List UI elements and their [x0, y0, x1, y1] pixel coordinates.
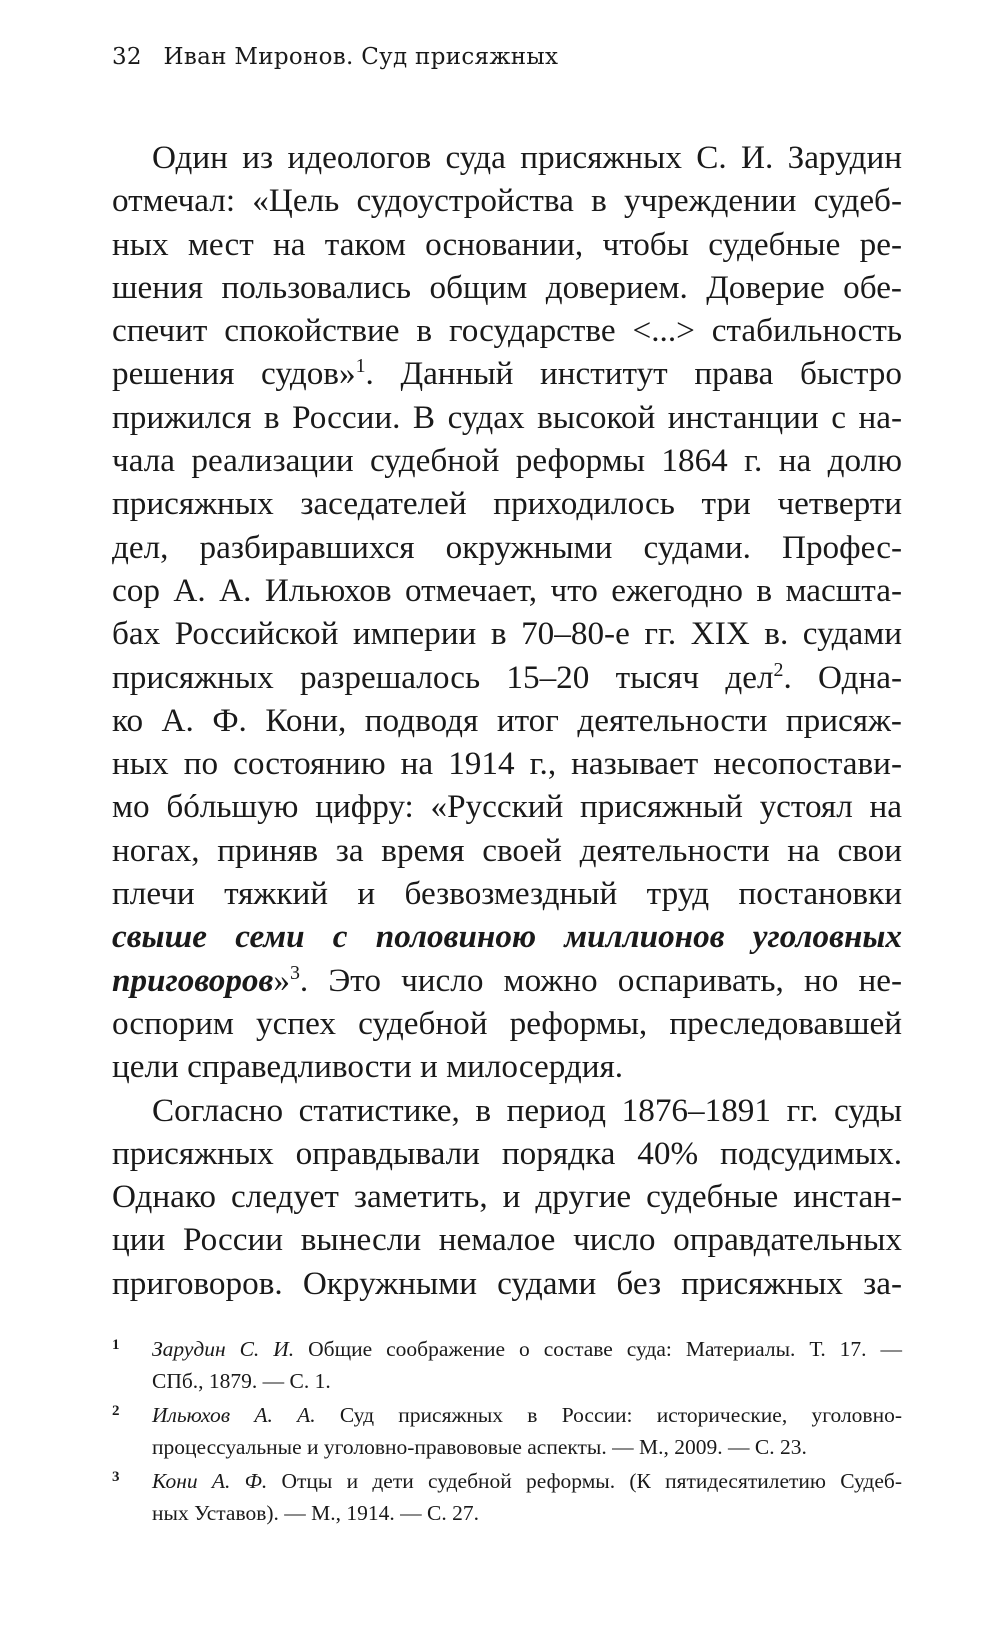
- text-line: мо бóльшую цифру: «Русский присяжный устоял на: [112, 788, 902, 826]
- text-line: присяжных оправдывали порядка 40% подсудимых.: [112, 1134, 902, 1172]
- footnote-ref-2: 2: [773, 658, 784, 681]
- footnote-number: 3: [112, 1469, 120, 1485]
- text-line: цели справедливости и милосердия.: [112, 1048, 624, 1086]
- text-line: ных по состоянию на 1914 г., называет несопостави-: [112, 745, 902, 783]
- footnote-number: 2: [112, 1403, 120, 1419]
- footnote-number: 1: [112, 1337, 120, 1353]
- text-line: ногах, приняв за время своей деятельности на свои: [112, 831, 902, 869]
- footnote-1: 1 Зарудин С. И. Общие соображение о составе суда: Материалы. Т. 17. — СПб., 1879. — С. 1.: [112, 1334, 902, 1397]
- footnote-author: Зарудин С. И.: [152, 1337, 295, 1361]
- text-line: приговоров. Окружными судами без присяжных за-: [112, 1264, 902, 1302]
- text-line: плечи тяжкий и безвозмездный труд постановки: [112, 875, 902, 913]
- text-line: прижился в России. В судах высокой инстанции с на-: [112, 398, 902, 436]
- text-line: ных мест на таком основании, чтобы судебные ре-: [112, 225, 902, 263]
- text-line: спечит спокойствие в государстве <...> стабильность: [112, 312, 902, 350]
- text-line: присяжных разрешалось 15–20 тысяч дел$^2$. Одна-: [112, 658, 902, 696]
- text-line: приговоров»$^3$. Это число можно оспаривать, но не-: [112, 961, 902, 999]
- footnote-ref-1: 1: [355, 355, 366, 378]
- text-line: присяжных заседателей приходилось три четверти: [112, 485, 902, 523]
- running-title: Иван Миронов. Суд присяжных: [163, 44, 559, 70]
- running-header: [112, 44, 558, 70]
- text-line: дел, разбиравшихся окружными судами. Профес-: [112, 528, 902, 566]
- footnote-ref-3: 3: [289, 961, 300, 984]
- text-line: оспорим успех судебной реформы, преследовавшей: [112, 1004, 902, 1042]
- footnote-author: Ильюхов А. А.: [152, 1403, 316, 1427]
- emphasis-line: свыше семи с половиною миллионов уголовных: [112, 918, 902, 956]
- text-line: сор А. А. Ильюхов отмечает, что ежегодно в масшта-: [112, 571, 902, 609]
- text-line: бах Российской империи в 70–80-е гг. XIX в. судами: [112, 615, 902, 653]
- text-line: ко А. Ф. Кони, подводя итог деятельности присяж-: [112, 701, 902, 739]
- text-line: Один из идеологов суда присяжных С. И. Зарудин: [152, 139, 902, 176]
- footnote-author: Кони А. Ф.: [152, 1469, 268, 1493]
- text-line: Однако следует заметить, и другие судебные инстан-: [112, 1178, 902, 1216]
- text-line: ции России вынесли немалое число оправдательных: [112, 1221, 902, 1259]
- text-line: отмечал: «Цель судоустройства в учреждении судеб-: [112, 182, 902, 220]
- footnote-2: 2 Ильюхов А. А. Суд присяжных в России: исторические, уголовно- процессуальные и уголовно-правововые аспекты. — М., 2009. — С. 23.: [112, 1400, 902, 1463]
- text-line: чала реализации судебной реформы 1864 г. на долю: [112, 442, 902, 480]
- text-line: решения судов»$^1$. Данный институт права быстро: [112, 355, 902, 393]
- main-text: [112, 136, 902, 1305]
- footnote-3: 3 Кони А. Ф. Отцы и дети судебной реформы. (К пятидесятилетию Судеб- ных Уставов). — М., 1914. — С. 27.: [112, 1466, 902, 1529]
- footnotes: [112, 1334, 902, 1532]
- text-line: шения пользовались общим доверием. Доверие обе-: [112, 268, 902, 306]
- text-line: Согласно статистике, в период 1876–1891 гг. суды: [152, 1091, 902, 1129]
- page-number: 32: [112, 44, 142, 70]
